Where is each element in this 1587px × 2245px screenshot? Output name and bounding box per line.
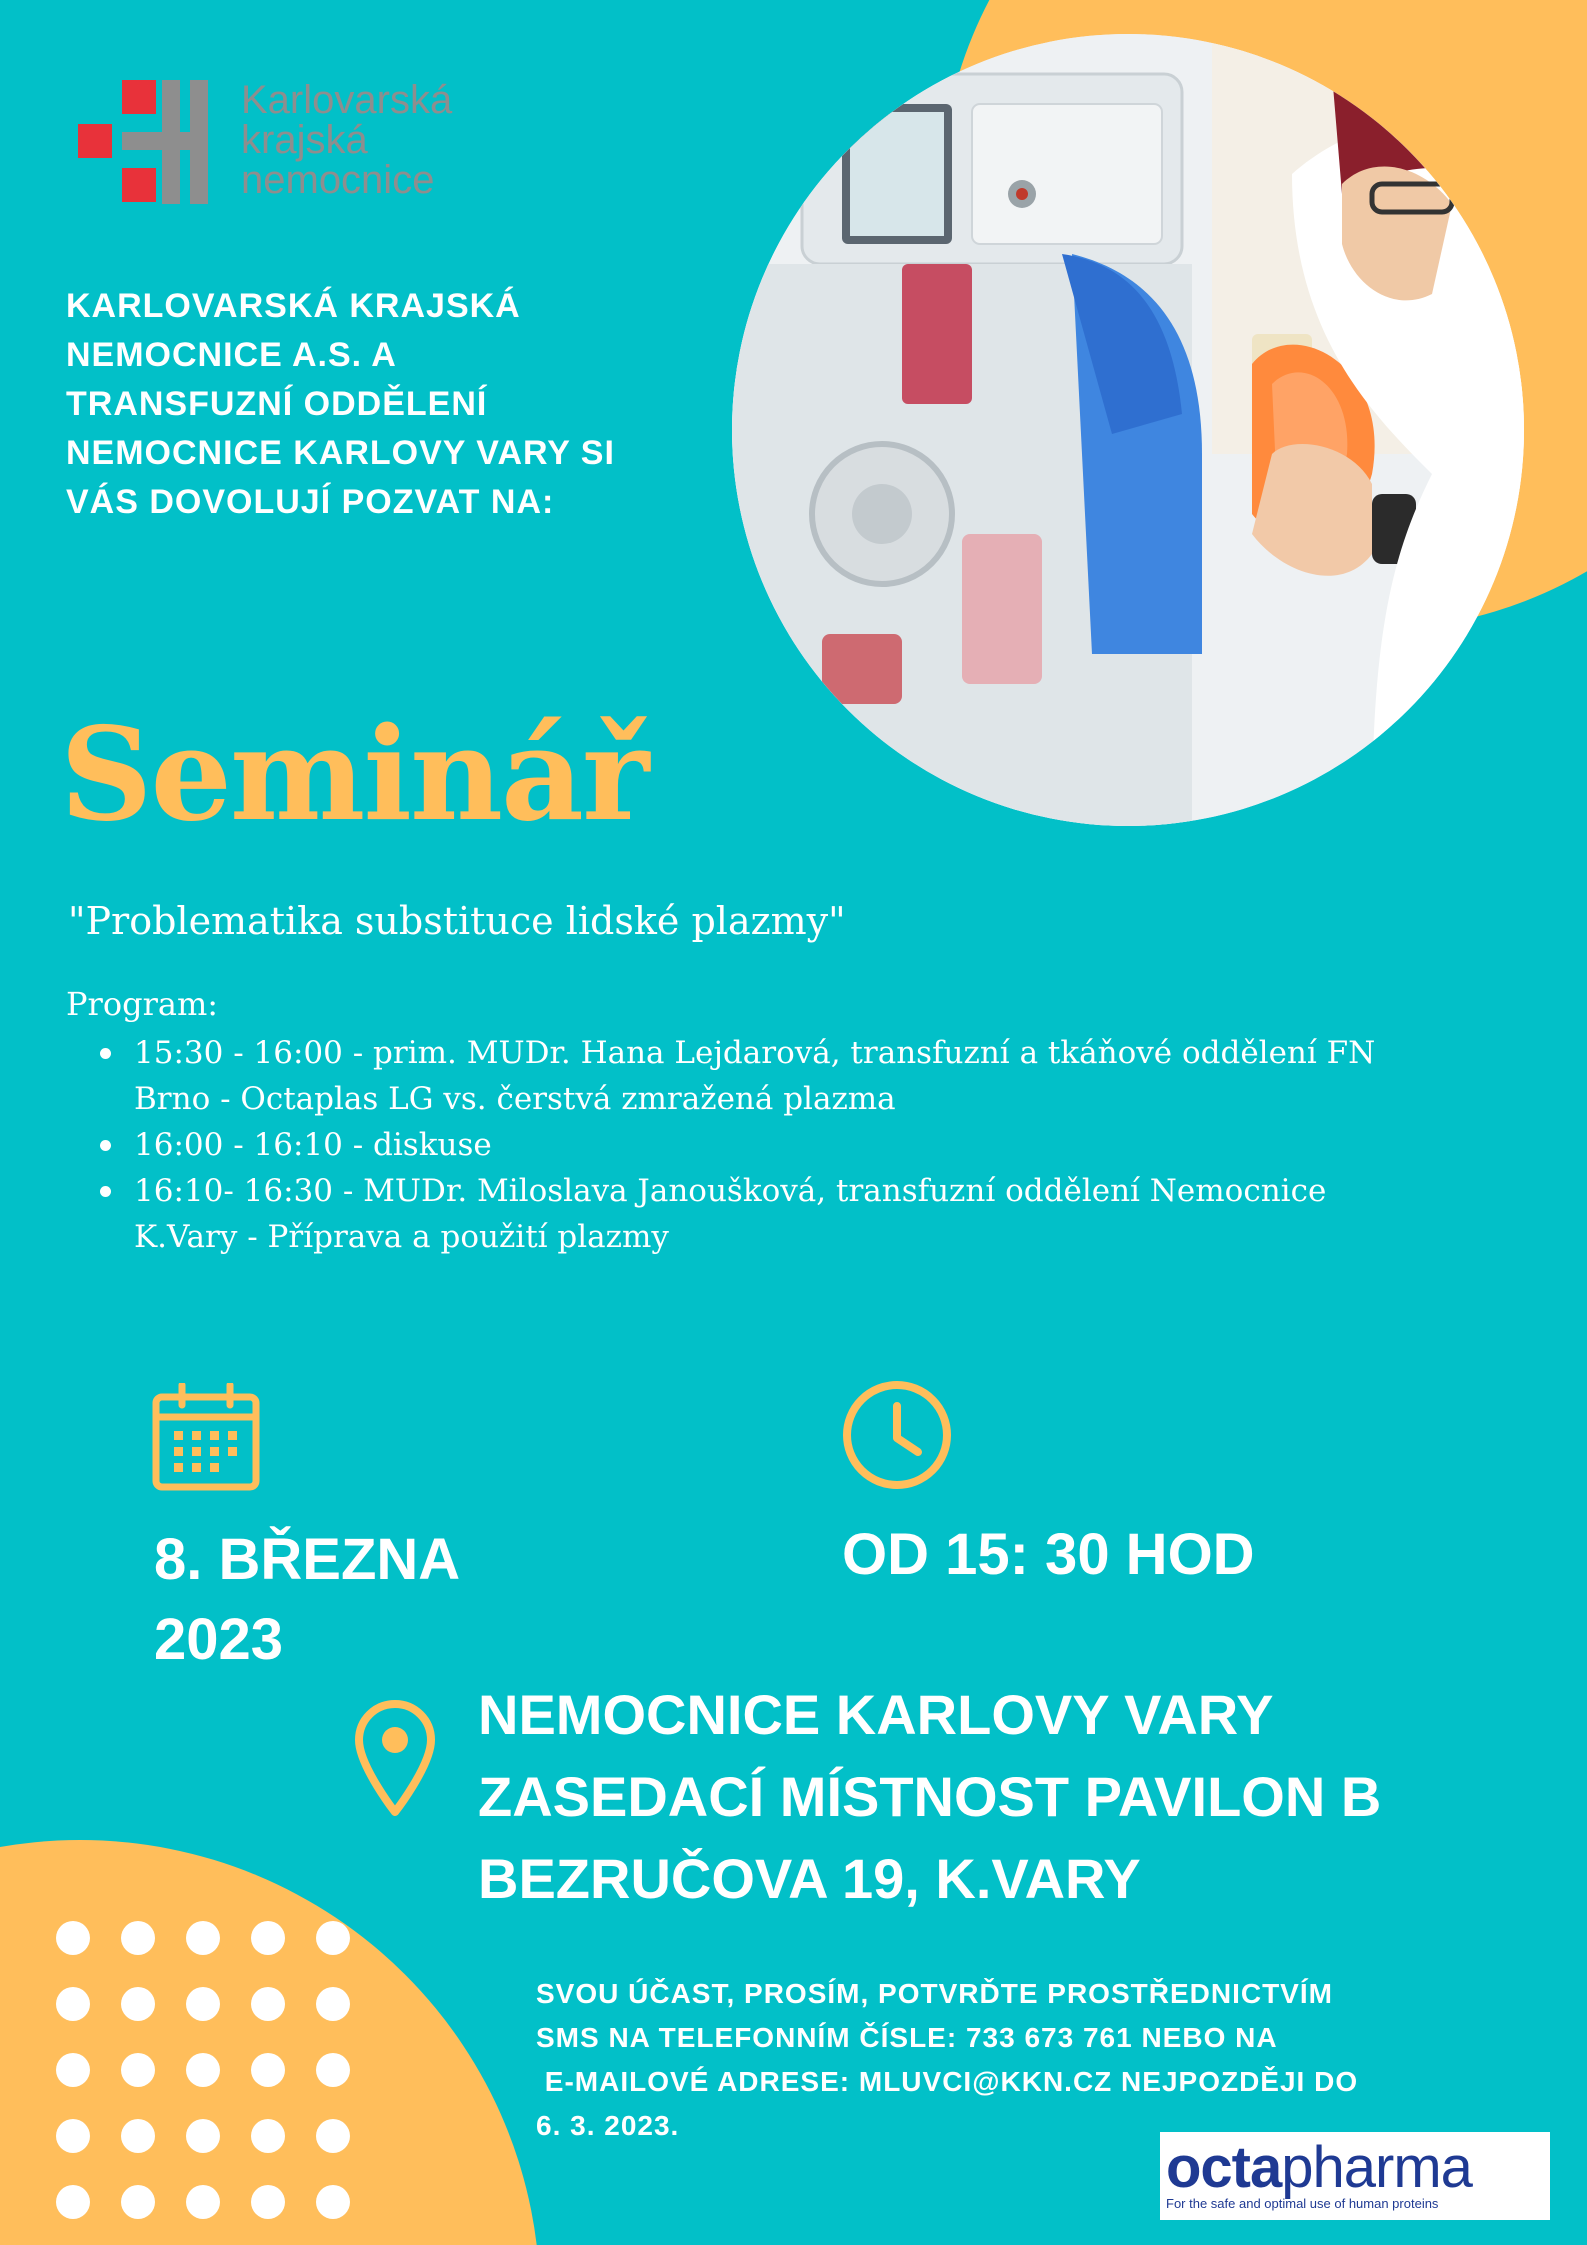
- decor-dot: [251, 2119, 285, 2153]
- location-line: NEMOCNICE KARLOVY VARY: [478, 1683, 1274, 1746]
- program-item: 16:00 - 16:10 - diskuse: [88, 1122, 1428, 1168]
- decor-dot: [56, 1987, 90, 2021]
- sponsor-name-bold: octa: [1166, 2135, 1282, 2200]
- decor-dot: [121, 2185, 155, 2219]
- rsvp-line: SMS NA TELEFONNÍM ČÍSLE: 733 673 761 NEBO NA: [536, 2022, 1278, 2053]
- event-date-line: 8. BŘEZNA: [154, 1527, 461, 1592]
- sponsor-name-regular: pharma: [1281, 2135, 1472, 2200]
- rsvp-note: [536, 1972, 1516, 2148]
- calendar-icon: [152, 1383, 260, 1491]
- decor-dot: [121, 2119, 155, 2153]
- logo-line: krajská: [241, 118, 368, 162]
- decor-dot: [121, 1987, 155, 2021]
- rsvp-line: E-MAILOVÉ ADRESE: MLUVCI@KKN.CZ NEJPOZDĚJI DO: [536, 2066, 1359, 2097]
- decor-dot: [186, 2053, 220, 2087]
- sponsor-tagline: For the safe and optimal use of human proteins: [1166, 2196, 1439, 2211]
- event-location: [478, 1674, 1381, 1920]
- decor-dot: [251, 1987, 285, 2021]
- decor-dot: [251, 2053, 285, 2087]
- event-date: [154, 1520, 460, 1680]
- program-list: [88, 1030, 1428, 1260]
- decor-dot: [121, 1921, 155, 1955]
- hospital-cross-icon: [78, 80, 208, 204]
- program-item: 16:10- 16:30 - MUDr. Miloslava Janoušková, transfuzní oddělení Nemocnice K.Vary - Příprava a použití plazmy: [88, 1168, 1428, 1260]
- decor-dot: [316, 2119, 350, 2153]
- octapharma-logo: [1160, 2132, 1550, 2220]
- decor-dot: [56, 2119, 90, 2153]
- location-line: BEZRUČOVA 19, K.VARY: [478, 1847, 1141, 1910]
- decor-dot: [56, 2185, 90, 2219]
- program-item: 15:30 - 16:00 - prim. MUDr. Hana Lejdarová, transfuzní a tkáňové oddělení FN Brno - Octaplas LG vs. čerstvá zmražená plazma: [88, 1030, 1428, 1122]
- decor-dot: [186, 2119, 220, 2153]
- program-heading: Program:: [66, 985, 219, 1023]
- decor-dot: [316, 1987, 350, 2021]
- invitation-intro: KARLOVARSKÁ KRAJSKÁ NEMOCNICE A.S. A TRANSFUZNÍ ODDĚLENÍ NEMOCNICE KARLOVY VARY SI VÁS DOVOLUJÍ POZVAT NA:: [66, 287, 615, 521]
- event-time: OD 15: 30 HOD: [842, 1522, 1255, 1587]
- decor-dot: [251, 2185, 285, 2219]
- decor-dot: [316, 1921, 350, 1955]
- clock-icon: [840, 1378, 954, 1492]
- decor-dot: [186, 1987, 220, 2021]
- hospital-logo-text: [241, 80, 452, 200]
- logo-line: nemocnice: [241, 158, 435, 202]
- rsvp-line: 6. 3. 2023.: [536, 2110, 680, 2141]
- decor-dot: [316, 2185, 350, 2219]
- seminar-subtitle: "Problematika substituce lidské plazmy": [68, 899, 846, 943]
- logo-line: Karlovarská: [241, 78, 453, 122]
- decor-dot: [316, 2053, 350, 2087]
- event-date-year: 2023: [154, 1607, 284, 1672]
- decor-dot: [121, 2053, 155, 2087]
- decor-dot: [251, 1921, 285, 1955]
- decor-dot-grid: [56, 1921, 366, 2241]
- location-pin-icon: [355, 1700, 435, 1818]
- sponsor-name: [1166, 2135, 1544, 2200]
- plasma-collection-photo: [732, 34, 1524, 826]
- seminar-title: Seminář: [60, 700, 648, 850]
- decor-dot: [56, 2053, 90, 2087]
- decor-dot: [186, 2185, 220, 2219]
- hospital-logo: [78, 80, 508, 210]
- decor-dot: [186, 1921, 220, 1955]
- location-line: ZASEDACÍ MÍSTNOST PAVILON B: [478, 1765, 1382, 1828]
- rsvp-line: SVOU ÚČAST, PROSÍM, POTVRĎTE PROSTŘEDNICTVÍM: [536, 1978, 1333, 2009]
- decor-dot: [56, 1921, 90, 1955]
